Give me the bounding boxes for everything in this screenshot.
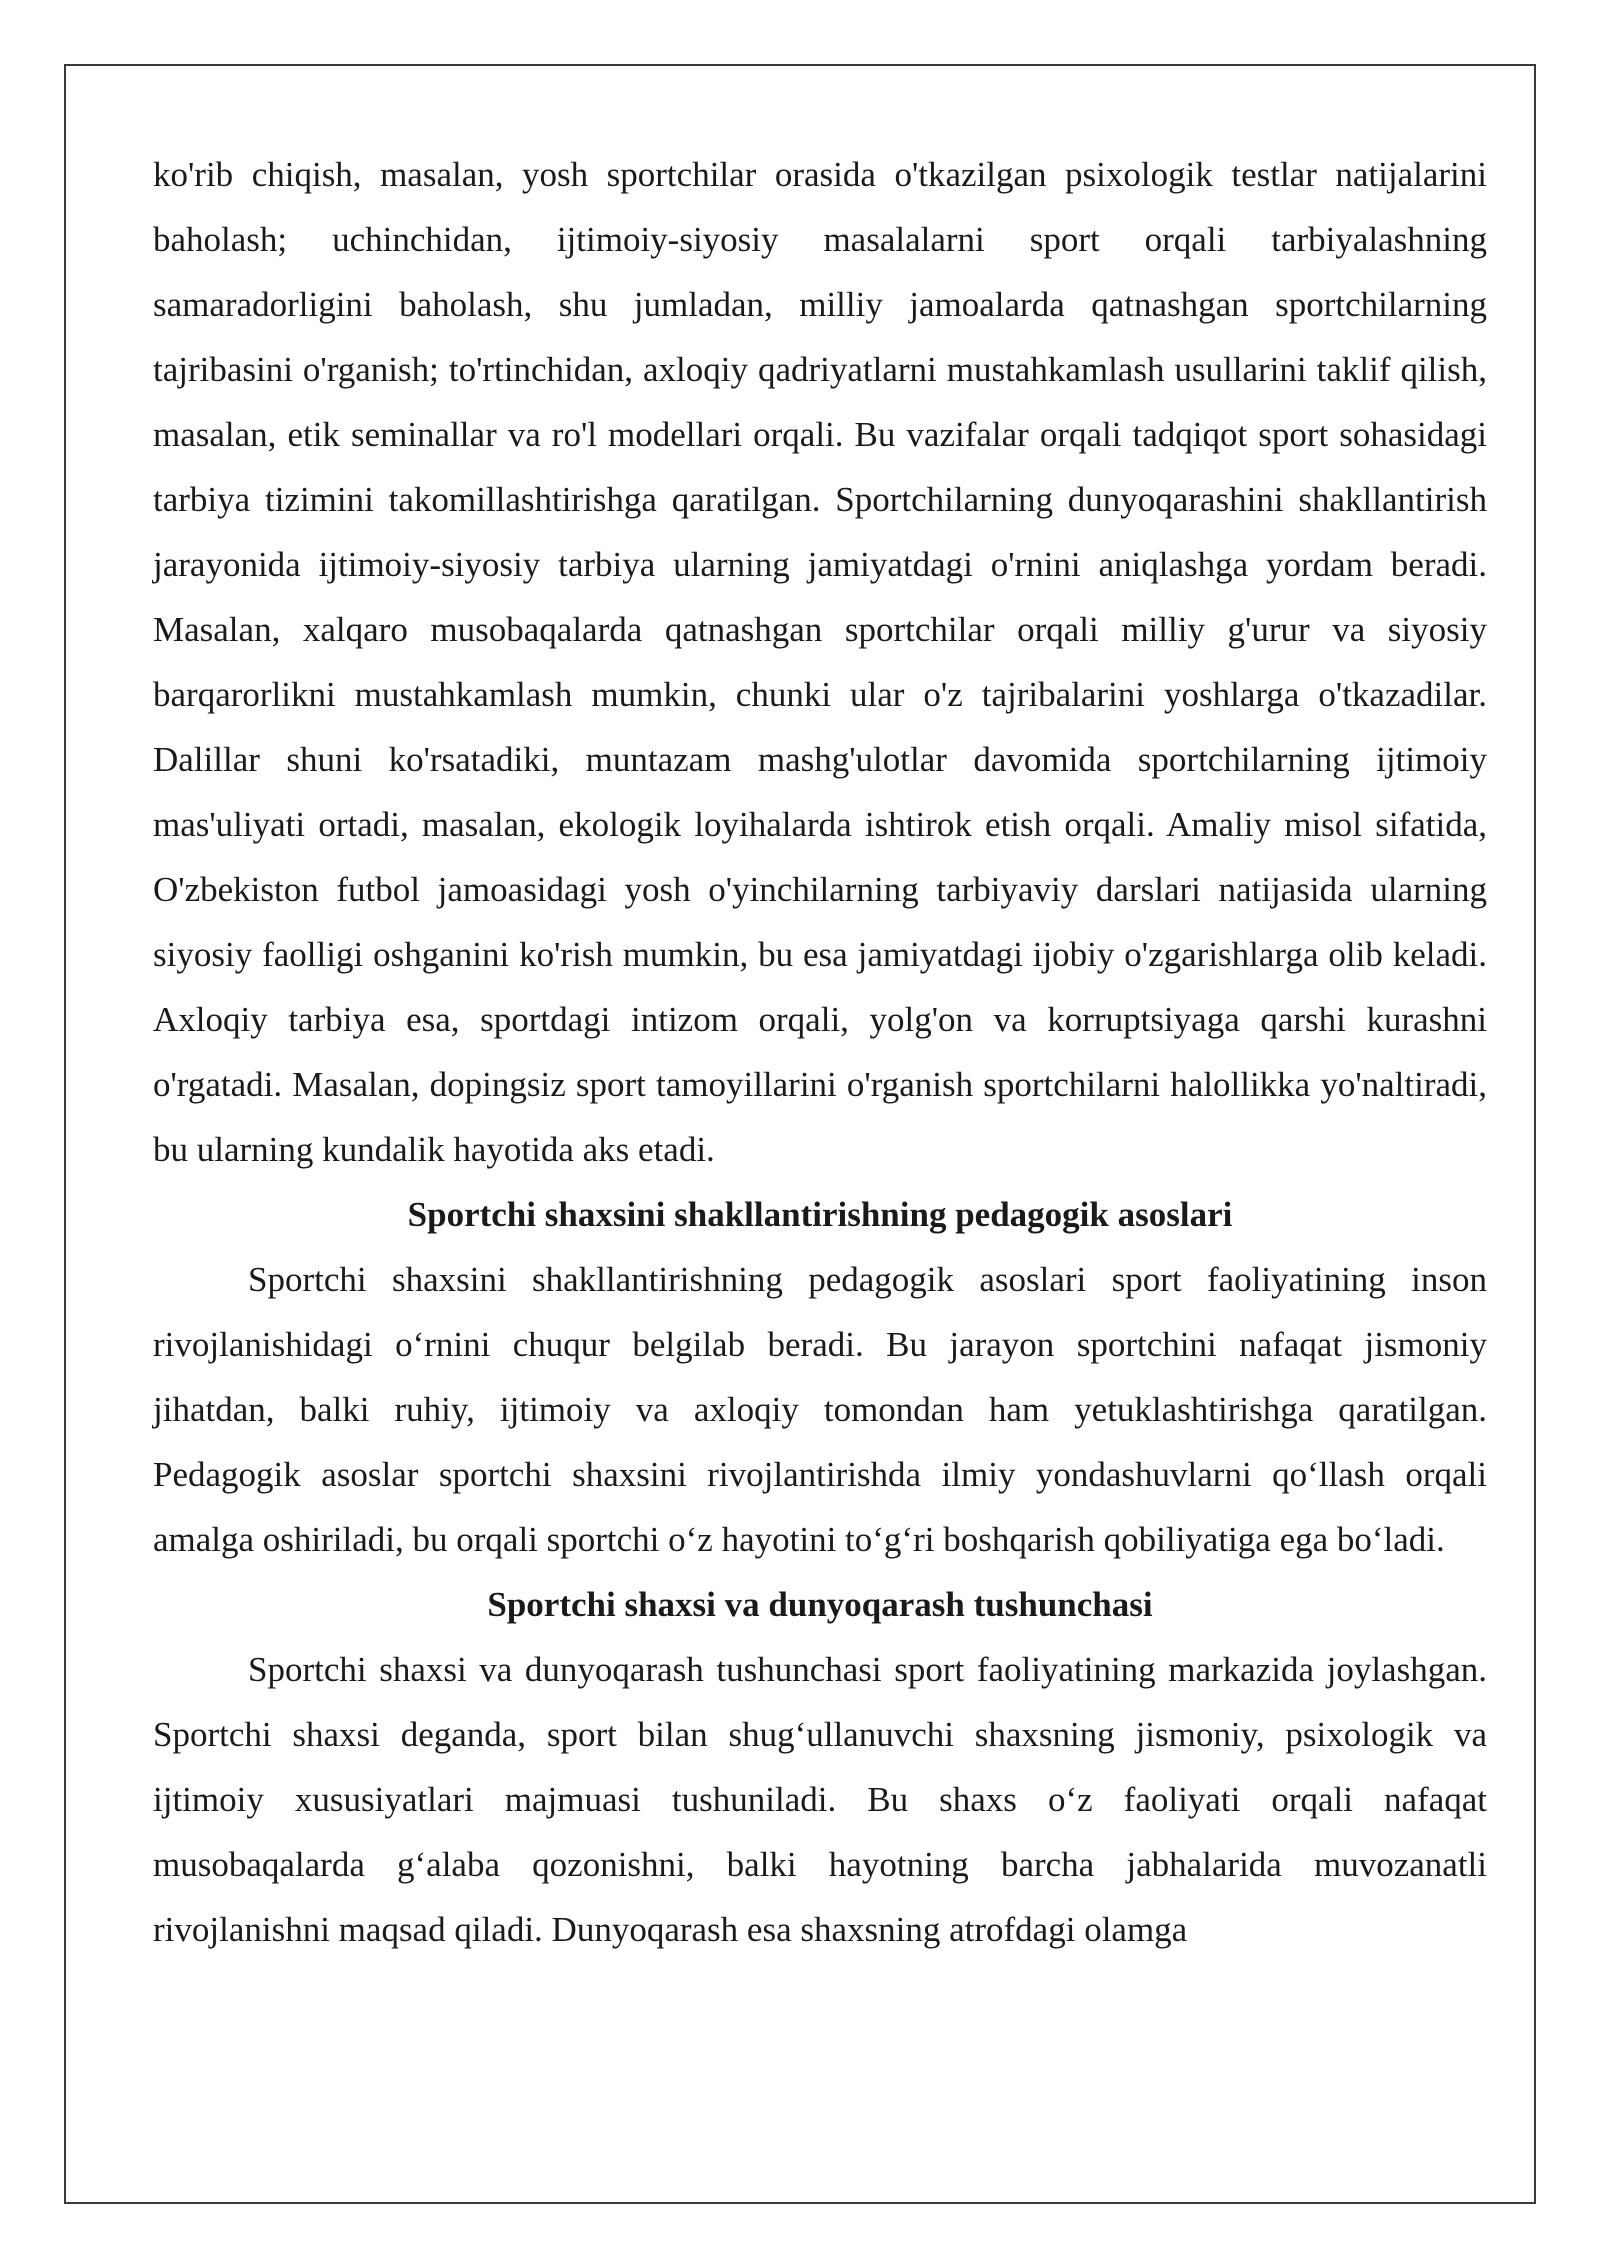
document-body [153,142,1487,1962]
section-heading: Sportchi shaxsini shakllantirishning pedagogik asoslari [407,1195,1233,1234]
body-paragraph: Sportchi shaxsi va dunyoqarash tushunchasi sport faoliyatining markazida joylashgan. Sportchi shaxsi deganda, sport bilan shug‘ullanuvchi shaxsning jismoniy, psixologik va ijtimoiy xususiyatlari majmuasi tushuniladi. Bu shaxs o‘z faoliyati orqali nafaqat musobaqalarda g‘alaba qozonishni, balki hayotning barcha jabhalarida muvozanatli rivojlanishni maqsad qiladi. Dunyoqarash esa shaxsning atrofdagi olamga [153,1650,1487,1949]
section-heading: Sportchi shaxsi va dunyoqarash tushunchasi [487,1585,1153,1624]
body-paragraph: Sportchi shaxsini shakllantirishning pedagogik asoslari sport faoliyatining inson rivojlanishidagi o‘rnini chuqur belgilab beradi. Bu jarayon sportchini nafaqat jismoniy jihatdan, balki ruhiy, ijtimoiy va axloqiy tomondan ham yetuklashtirishga qaratilgan. Pedagogik asoslar sportchi shaxsini rivojlantirishda ilmiy yondashuvlarni qo‘llash orqali amalga oshiriladi, bu orqali sportchi o‘z hayotini to‘g‘ri boshqarish qobiliyatiga ega bo‘ladi. [153,1260,1487,1559]
body-paragraph: ko'rib chiqish, masalan, yosh sportchilar orasida o'tkazilgan psixologik testlar natijalarini baholash; uchinchidan, ijtimoiy-siyosiy masalalarni sport orqali tarbiyalashning samaradorligini baholash, shu jumladan, milliy jamoalarda qatnashgan sportchilarning tajribasini o'rganish; to'rtinchidan, axloqiy qadriyatlarni mustahkamlash usullarini taklif qilish, masalan, etik seminallar va ro'l modellari orqali. Bu vazifalar orqali tadqiqot sport sohasidagi tarbiya tizimini takomillashtirishga qaratilgan. Sportchilarning dunyoqarashini shakllantirish jarayonida ijtimoiy-siyosiy tarbiya ularning jamiyatdagi o'rnini aniqlashga yordam beradi. Masalan, xalqaro musobaqalarda qatnashgan sportchilar orqali milliy g'urur va siyosiy barqarorlikni mustahkamlash mumkin, chunki ular o'z tajribalarini yoshlarga o'tkazadilar. Dalillar shuni ko'rsatadiki, muntazam mashg'ulotlar davomida sportchilarning ijtimoiy mas'uliyati ortadi, masalan, ekologik loyihalarda ishtirok etish orqali. Amaliy misol sifatida, O'zbekiston futbol jamoasidagi yosh o'yinchilarning tarbiyaviy darslari natijasida ularning siyosiy faolligi oshganini ko'rish mumkin, bu esa jamiyatdagi ijobiy o'zgarishlarga olib keladi. Axloqiy tarbiya esa, sportdagi intizom orqali, yolg'on va korruptsiyaga qarshi kurashni o'rgatadi. Masalan, dopingsiz sport tamoyillarini o'rganish sportchilarni halollikka yo'naltiradi, bu ularning kundalik hayotida aks etadi. [153,155,1487,1169]
